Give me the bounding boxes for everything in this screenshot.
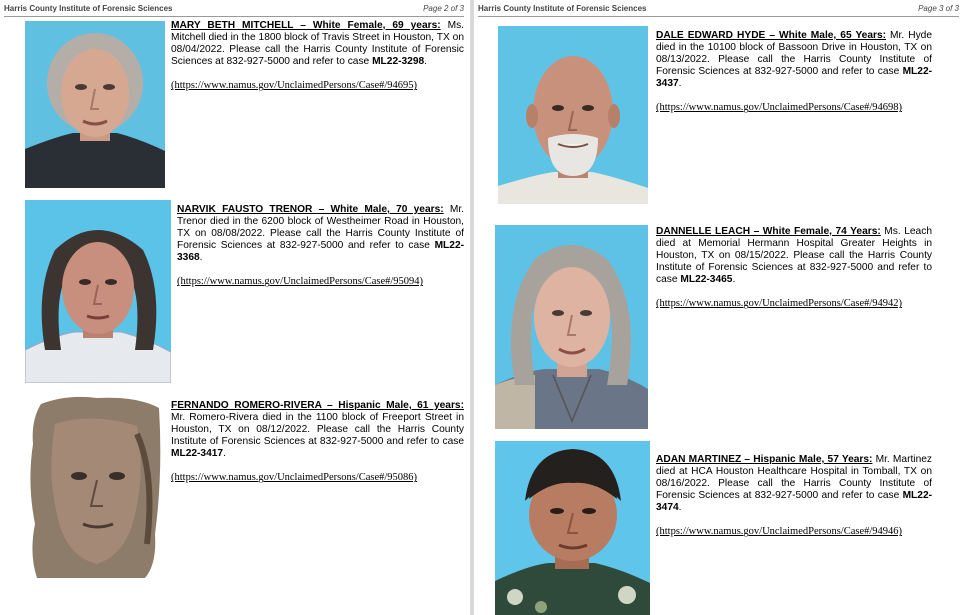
- entry-paragraph: MARY BETH MITCHELL – White Female, 69 years: Ms. Mitchell died in the 1800 block of Travis Street in Houston, TX on 08/04/2022. Please call the Harris County Institute of Forensic Sciences at 832-927-5000 and refer to case ML22-3298.: [171, 20, 464, 68]
- page-header: [478, 4, 959, 17]
- namus-link[interactable]: (https://www.namus.gov/UnclaimedPersons/Case#/94695): [171, 80, 418, 92]
- entry-paragraph: NARVIK FAUSTO TRENOR – White Male, 70 years: Mr. Trenor died in the 6200 block of Westheimer Road in Houston, TX on 08/08/2022. Please call the Harris County Institute of Forensic Sciences at 832-927-5000 and refer to case ML22-3368.: [177, 204, 464, 264]
- photo-dale-edward-hyde: [498, 26, 648, 204]
- entry-text: Ms. Leach died at Memorial Hermann Hospital Greater Heights in Houston, TX on 08/15/2022. Please call the Harris County Institute of Forensic Sciences at 832-927-5000 and refer to case: [656, 226, 932, 286]
- entry-paragraph: DALE EDWARD HYDE – White Male, 65 Years: Mr. Hyde died in the 10100 block of Bassoon Drive in Houston, TX on 08/13/2022. Please call the Harris County Institute of Forensic Sciences at 832-927-5000 and refer to case ML22-3437.: [656, 30, 932, 90]
- entry-name: NARVIK FAUSTO TRENOR – White Male, 70 years:: [177, 204, 444, 215]
- photo-fernando-romero-rivera: [27, 394, 164, 578]
- case-number: ML22-3474: [656, 490, 932, 514]
- document-page-2: [0, 0, 470, 615]
- entry-paragraph: ADAN MARTINEZ – Hispanic Male, 57 Years: Mr. Martinez died at HCA Houston Healthcare Hospital in Tomball, TX on 08/16/2022. Please call the Harris County Institute of Forensic Sciences at 832-927-5000 and refer to case ML22-3474.: [656, 454, 932, 514]
- entry-narvik-fausto-trenor: [177, 204, 464, 289]
- photo-narvik-fausto-trenor: [25, 200, 171, 383]
- page-number: Page 2 of 3: [423, 4, 464, 13]
- namus-link[interactable]: (https://www.namus.gov/UnclaimedPersons/Case#/94698): [656, 102, 903, 114]
- document-page-3: [474, 0, 965, 615]
- entry-name: MARY BETH MITCHELL – White Female, 69 years:: [171, 20, 441, 31]
- case-number: ML22-3298: [372, 56, 425, 68]
- entry-text: Mr. Martinez died at HCA Houston Healthcare Hospital in Tomball, TX on 08/16/2022. Please call the Harris County Institute of Forensic Sciences at 832-927-5000 and refer to case: [656, 454, 932, 502]
- entry-fernando-romero-rivera: [171, 400, 464, 485]
- entry-dale-edward-hyde: [656, 30, 932, 115]
- case-number: ML22-3465: [680, 274, 733, 286]
- entry-text: Mr. Hyde died in the 10100 block of Bassoon Drive in Houston, TX on 08/13/2022. Please call the Harris County Institute of Forensic Sciences at 832-927-5000 and refer to case: [656, 30, 932, 78]
- photo-dannelle-leach: [495, 225, 648, 429]
- header-org: Harris County Institute of Forensic Sciences: [478, 4, 647, 13]
- namus-link[interactable]: (https://www.namus.gov/UnclaimedPersons/Case#/95086): [171, 472, 418, 484]
- entry-text: Ms. Mitchell died in the 1800 block of Travis Street in Houston, TX on 08/04/2022. Please call the Harris County Institute of Forensic Sciences at 832-927-5000 and refer to case: [171, 20, 464, 68]
- case-number: ML22-3417: [171, 448, 224, 460]
- page-header: [4, 4, 464, 17]
- entry-adan-martinez: [656, 454, 932, 539]
- entry-name: DANNELLE LEACH – White Female, 74 Years:: [656, 226, 881, 237]
- header-org: Harris County Institute of Forensic Sciences: [4, 4, 173, 13]
- case-number: ML22-3368: [177, 240, 464, 264]
- entry-paragraph: DANNELLE LEACH – White Female, 74 Years: Ms. Leach died at Memorial Hermann Hospital Greater Heights in Houston, TX on 08/15/2022. Please call the Harris County Institute of Forensic Sciences at 832-927-5000 and refer to case ML22-3465.: [656, 226, 932, 286]
- entry-name: FERNANDO ROMERO-RIVERA – Hispanic Male, 61 years:: [171, 400, 464, 411]
- entry-name: DALE EDWARD HYDE – White Male, 65 Years:: [656, 30, 887, 41]
- entry-dannelle-leach: [656, 226, 932, 311]
- namus-link[interactable]: (https://www.namus.gov/UnclaimedPersons/Case#/94942): [656, 298, 903, 310]
- page-number: Page 3 of 3: [918, 4, 959, 13]
- entry-text: Mr. Trenor died in the 6200 block of Westheimer Road in Houston, TX on 08/08/2022. Please call the Harris County Institute of Forensic Sciences at 832-927-5000 and refer to case: [177, 204, 464, 252]
- entry-text: Mr. Romero-Rivera died in the 1100 block of Freeport Street in Houston, TX on 08/12/2022. Please call the Harris County Institute of Forensic Sciences at 832-927-5000 and refer to case: [171, 412, 464, 448]
- namus-link[interactable]: (https://www.namus.gov/UnclaimedPersons/Case#/95094): [177, 276, 424, 288]
- photo-mary-beth-mitchell: [25, 21, 165, 188]
- case-number: ML22-3437: [656, 66, 932, 90]
- photo-adan-martinez: [495, 441, 650, 615]
- entry-paragraph: FERNANDO ROMERO-RIVERA – Hispanic Male, 61 years: Mr. Romero-Rivera died in the 1100 block of Freeport Street in Houston, TX on 08/12/2022. Please call the Harris County Institute of Forensic Sciences at 832-927-5000 and refer to case ML22-3417.: [171, 400, 464, 460]
- entry-mary-beth-mitchell: [171, 20, 464, 92]
- entry-name: ADAN MARTINEZ – Hispanic Male, 57 Years:: [656, 454, 873, 465]
- namus-link[interactable]: (https://www.namus.gov/UnclaimedPersons/Case#/94946): [656, 526, 903, 538]
